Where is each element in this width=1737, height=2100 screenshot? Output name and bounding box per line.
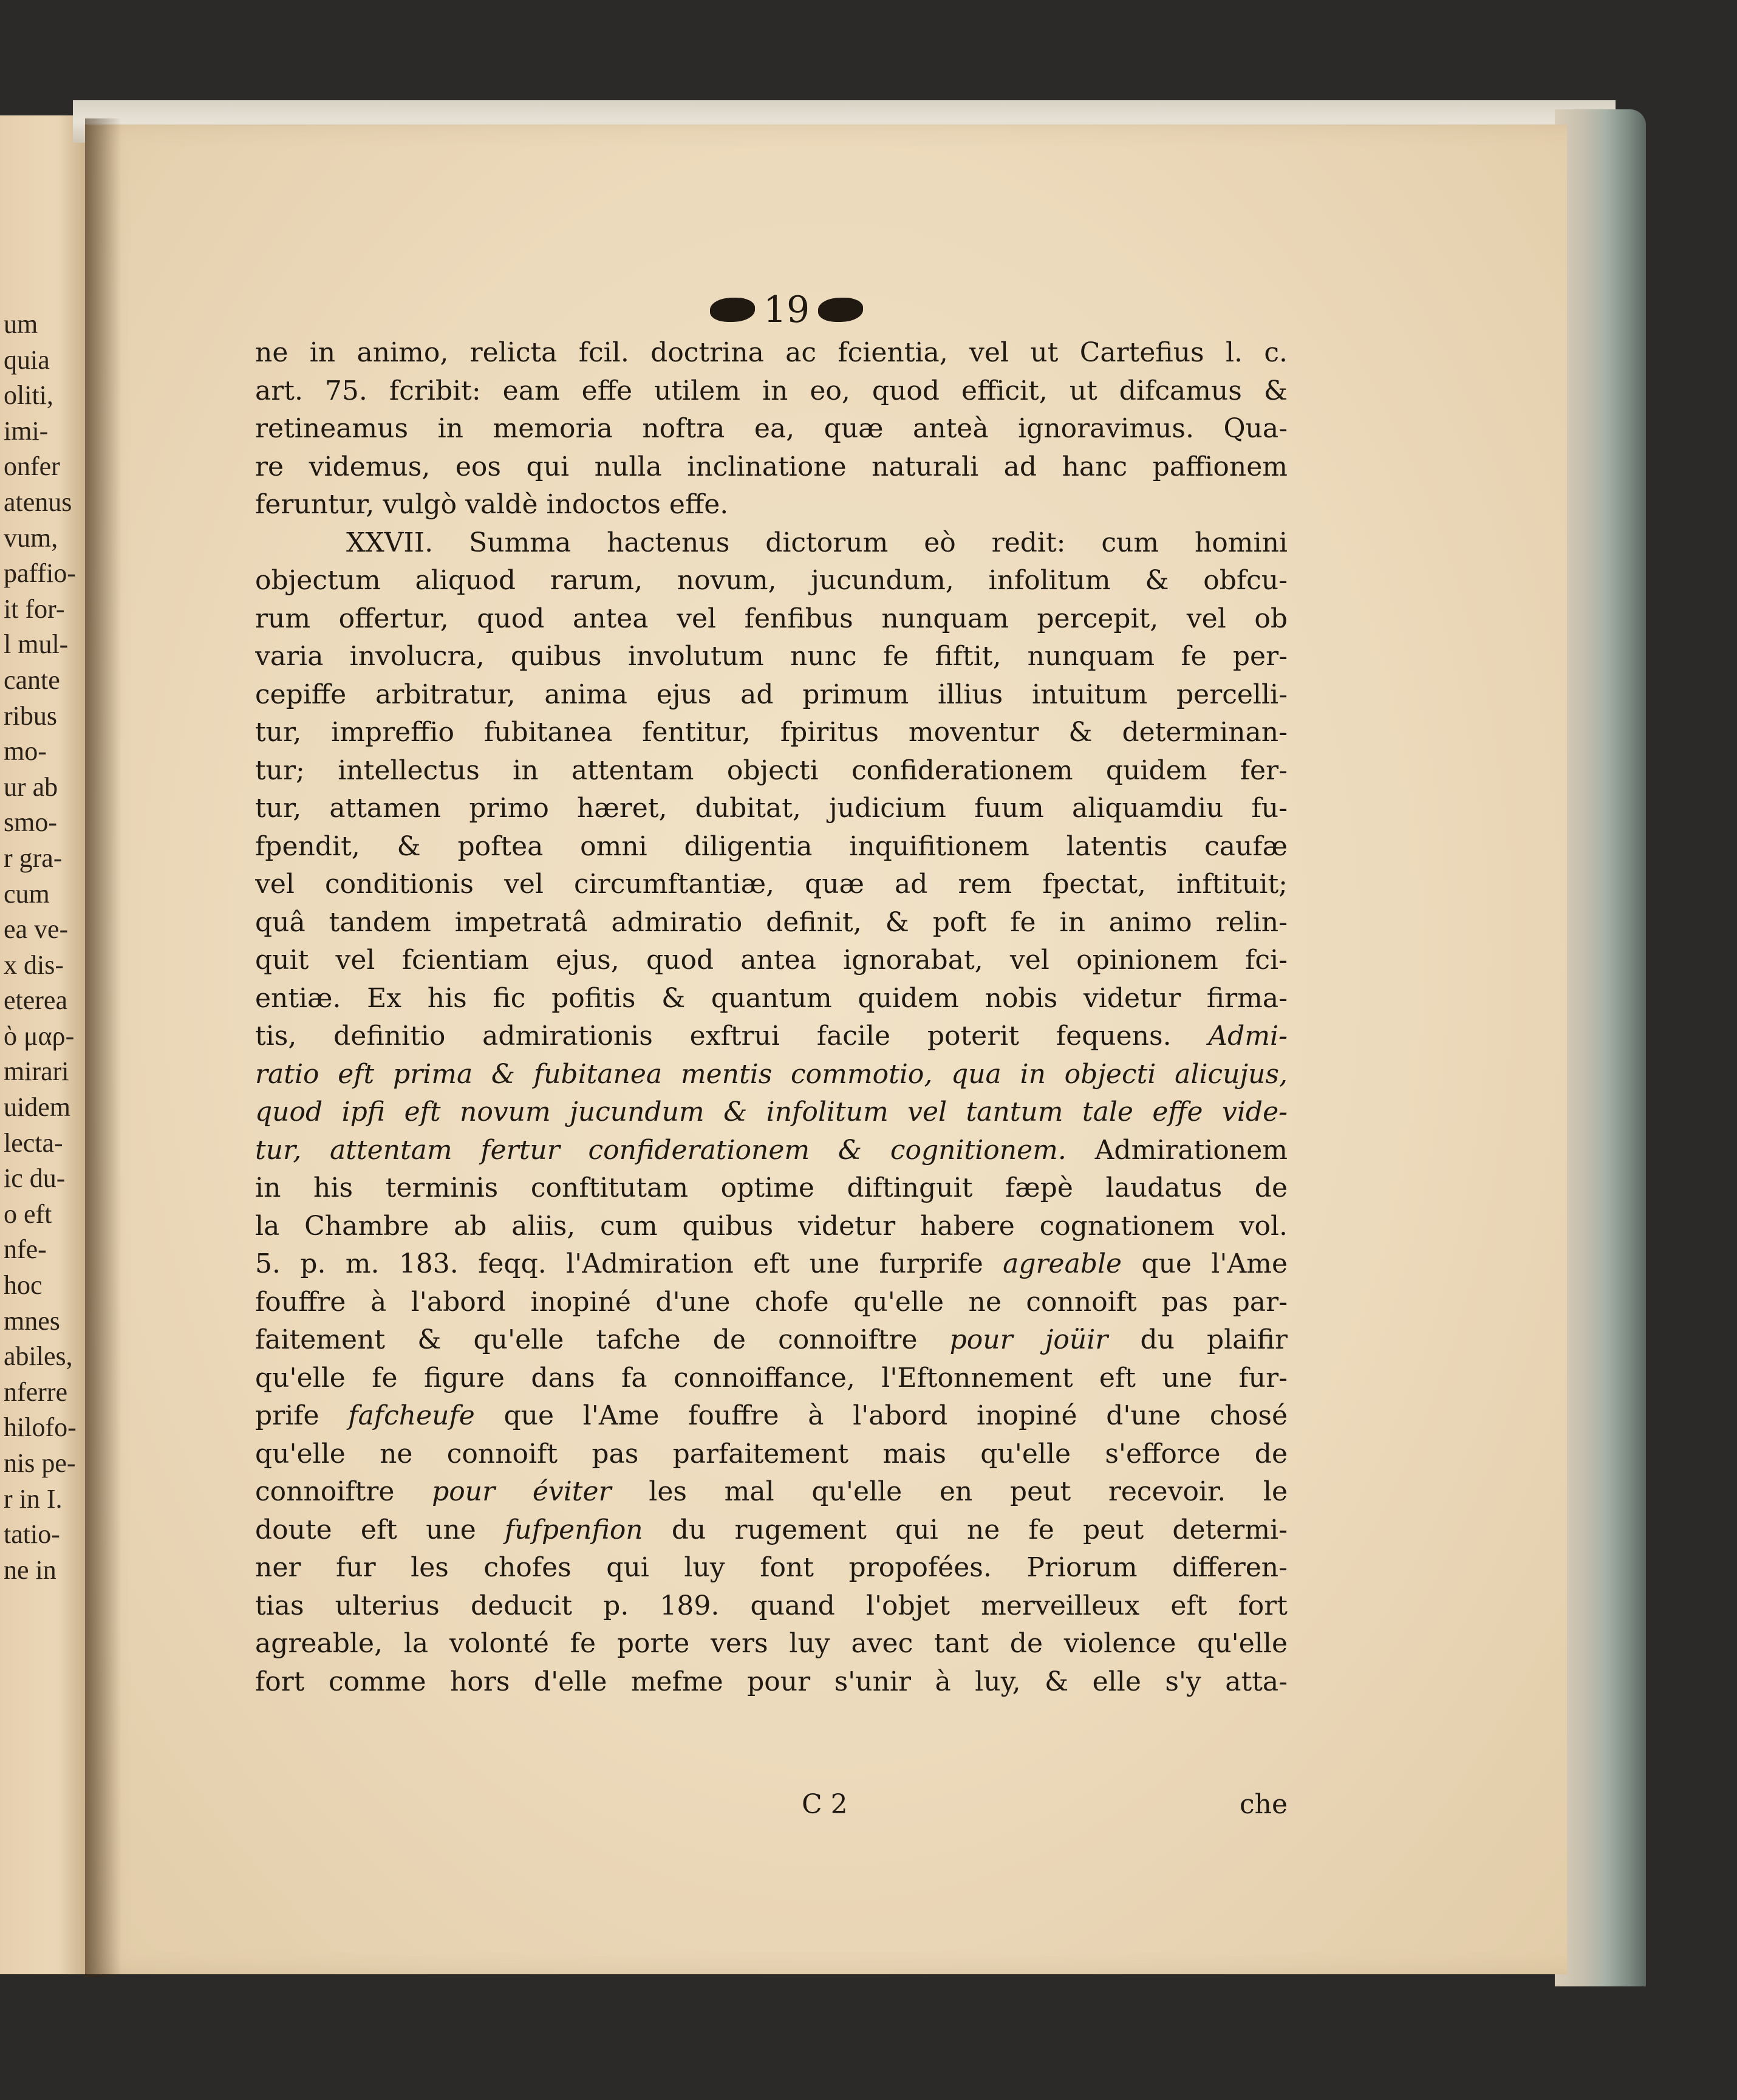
text-line bbox=[255, 1625, 1288, 1663]
text-run: agreable, la volonté fe porte vers luy avec tant de violence qu'elle bbox=[255, 1628, 1288, 1659]
left-fragment: ribus bbox=[4, 700, 57, 731]
ornament-left-icon bbox=[710, 298, 755, 322]
left-fragment: nfe- bbox=[4, 1234, 47, 1265]
gutter-shadow bbox=[85, 118, 121, 1977]
text-line bbox=[255, 638, 1288, 676]
text-run: XXVII. Summa hactenus dictorum eò redit: cum homini bbox=[346, 527, 1288, 558]
text-line bbox=[255, 980, 1288, 1018]
text-run: varia involucra, quibus involutum nunc fe fiftit, nunquam fe per- bbox=[255, 641, 1288, 672]
text-run: cepiffe arbitratur, anima ejus ad primum illius intuitum percelli- bbox=[255, 679, 1288, 710]
left-fragment: abiles, bbox=[4, 1341, 73, 1372]
left-fragment: oliti, bbox=[4, 380, 53, 411]
text-line bbox=[255, 448, 1288, 487]
left-fragment: ne in bbox=[4, 1554, 56, 1585]
text-run: quit vel fcientiam ejus, quod antea ignorabat, vel opinionem fci- bbox=[255, 945, 1288, 976]
page-header bbox=[659, 286, 914, 332]
left-fragment: o eft bbox=[4, 1199, 52, 1229]
left-fragment: uidem bbox=[4, 1092, 70, 1123]
text-run: du plaifir bbox=[1108, 1324, 1288, 1355]
left-fragment: hoc bbox=[4, 1270, 43, 1301]
left-fragment: it for- bbox=[4, 593, 65, 624]
text-line bbox=[255, 828, 1288, 866]
text-line bbox=[255, 486, 1288, 524]
italic-text: quod ipfi eft novum jucundum & infolitum vel tantum tale effe vide- bbox=[255, 1096, 1288, 1127]
left-fragment: mirari bbox=[4, 1056, 69, 1087]
left-fragment: r in I. bbox=[4, 1483, 63, 1514]
text-line bbox=[255, 600, 1288, 638]
italic-text: tur, attentam fertur confiderationem & cognitionem. bbox=[255, 1134, 1066, 1166]
text-run: que l'Ame bbox=[1122, 1248, 1288, 1279]
text-line bbox=[255, 1169, 1288, 1208]
left-fragment: hilofo- bbox=[4, 1412, 77, 1443]
text-run: tias ulterius deducit p. 189. quand l'objet merveilleux eft fort bbox=[255, 1590, 1288, 1621]
left-fragment: quia bbox=[4, 344, 50, 375]
left-fragment: eterea bbox=[4, 985, 67, 1016]
italic-text: fafcheufe bbox=[348, 1400, 475, 1431]
text-line bbox=[255, 1284, 1288, 1322]
text-line bbox=[255, 1587, 1288, 1626]
text-run: entiæ. Ex his fic pofitis & quantum quidem nobis videtur firma- bbox=[255, 982, 1288, 1014]
text-run: tur; intellectus in attentam objecti confiderationem quidem fer- bbox=[255, 754, 1288, 786]
text-line bbox=[255, 1018, 1288, 1056]
left-fragment: vum, bbox=[4, 522, 58, 553]
left-page-text-fragments bbox=[4, 307, 95, 1588]
ornament-right-icon bbox=[818, 298, 863, 322]
text-line bbox=[255, 524, 1288, 563]
left-fragment: nis pe- bbox=[4, 1448, 76, 1478]
italic-text: agreable bbox=[1003, 1248, 1122, 1279]
italic-text: Admi- bbox=[1208, 1021, 1288, 1052]
left-fragment: smo- bbox=[4, 807, 57, 838]
text-run: in his terminis conftitutam optime diftinguit fæpè laudatus de bbox=[255, 1172, 1288, 1203]
text-line bbox=[255, 942, 1288, 980]
left-fragment: paffio- bbox=[4, 558, 76, 589]
text-run: qu'elle fe figure dans fa connoiffance, l'Eftonnement eft une fur- bbox=[255, 1362, 1288, 1394]
text-run: ne in animo, relicta fcil. doctrina ac fcientia, vel ut Cartefius l. c. bbox=[255, 337, 1288, 368]
text-run: art. 75. fcribit: eam effe utilem in eo, quod efficit, ut difcamus & bbox=[255, 375, 1288, 406]
text-run: que l'Ame fouffre à l'abord inopiné d'une chosé bbox=[474, 1400, 1288, 1431]
text-run: tur, attamen primo hæret, dubitat, judicium fuum aliquamdiu fu- bbox=[255, 793, 1288, 824]
left-fragment: imi- bbox=[4, 416, 49, 446]
text-run: Admirationem bbox=[1066, 1134, 1288, 1166]
italic-text: ratio eft prima & fubitanea mentis commotio, qua in objecti alicujus, bbox=[255, 1058, 1288, 1090]
text-run: doute eft une bbox=[255, 1514, 505, 1545]
left-fragment: um bbox=[4, 309, 38, 339]
left-fragment: ic du- bbox=[4, 1163, 66, 1194]
text-line bbox=[255, 1549, 1288, 1587]
left-fragment: ea ve- bbox=[4, 914, 69, 945]
text-line bbox=[255, 1208, 1288, 1246]
text-line bbox=[255, 1473, 1288, 1511]
left-fragment: tatio- bbox=[4, 1519, 60, 1550]
body-text bbox=[255, 334, 1288, 1701]
text-line bbox=[255, 410, 1288, 448]
text-run: feruntur, vulgò valdè indoctos effe. bbox=[255, 489, 729, 520]
italic-text: pour joüir bbox=[949, 1324, 1108, 1355]
text-run: les mal qu'elle en peut recevoir. le bbox=[611, 1476, 1288, 1507]
text-line bbox=[255, 1056, 1288, 1094]
text-run: fort comme hors d'elle mefme pour s'unir à luy, & elle s'y atta- bbox=[255, 1666, 1288, 1697]
left-fragment: ὸ μαρ- bbox=[4, 1021, 75, 1051]
text-line bbox=[255, 1245, 1288, 1284]
page-number: 19 bbox=[763, 289, 810, 332]
text-run: rum offertur, quod antea vel fenfibus nunquam percepit, vel ob bbox=[255, 603, 1288, 634]
text-run: vel conditionis vel circumftantiæ, quæ ad rem fpectat, inftituit; bbox=[255, 869, 1288, 900]
text-line bbox=[255, 714, 1288, 752]
text-run: du rugement qui ne fe peut determi- bbox=[643, 1514, 1288, 1545]
italic-text: fufpenfion bbox=[505, 1514, 643, 1545]
catchword: che bbox=[1239, 1789, 1288, 1820]
text-line bbox=[255, 1360, 1288, 1398]
left-fragment: x dis- bbox=[4, 949, 64, 980]
text-line bbox=[255, 752, 1288, 790]
left-fragment: onfer bbox=[4, 451, 60, 482]
text-line bbox=[255, 1397, 1288, 1435]
text-run: ner fur les chofes qui luy font propofées. Priorum differen- bbox=[255, 1552, 1288, 1583]
text-line bbox=[255, 1132, 1288, 1170]
page-footer bbox=[255, 1786, 1288, 1824]
left-fragment: mo- bbox=[4, 736, 47, 767]
left-fragment: lecta- bbox=[4, 1127, 63, 1158]
left-fragment: mnes bbox=[4, 1305, 60, 1336]
text-line bbox=[255, 372, 1288, 411]
left-fragment: nferre bbox=[4, 1377, 68, 1407]
text-line bbox=[255, 334, 1288, 372]
text-run: prife bbox=[255, 1400, 349, 1431]
left-fragment: cum bbox=[4, 878, 50, 909]
left-fragment: ur ab bbox=[4, 771, 58, 802]
text-run: connoiftre bbox=[255, 1476, 432, 1507]
text-run: faitement & qu'elle tafche de connoiftre bbox=[255, 1324, 950, 1355]
text-run: objectum aliquod rarum, novum, jucundum, infolitum & obfcu- bbox=[255, 565, 1288, 596]
text-line bbox=[255, 904, 1288, 942]
text-line bbox=[255, 1435, 1288, 1474]
text-run: quâ tandem impetratâ admiratio definit, & poft fe in animo relin- bbox=[255, 906, 1288, 938]
text-line bbox=[255, 1093, 1288, 1132]
left-fragment: atenus bbox=[4, 487, 72, 517]
left-fragment: cante bbox=[4, 665, 60, 695]
text-line bbox=[255, 866, 1288, 904]
text-run: qu'elle ne connoift pas parfaitement mais qu'elle s'efforce de bbox=[255, 1438, 1288, 1469]
text-line bbox=[255, 1511, 1288, 1550]
text-run: tis, definitio admirationis exftrui facile poterit fequens. bbox=[255, 1021, 1209, 1052]
text-line bbox=[255, 562, 1288, 600]
text-run: fouffre à l'abord inopiné d'une chofe qu'elle ne connoift pas par- bbox=[255, 1286, 1288, 1318]
italic-text: pour éviter bbox=[432, 1476, 612, 1507]
text-line bbox=[255, 790, 1288, 828]
text-run: re videmus, eos qui nulla inclinatione naturali ad hanc paffionem bbox=[255, 451, 1288, 482]
text-run: tur, impreffio fubitanea fentitur, fpiritus moventur & determinan- bbox=[255, 717, 1288, 748]
book-cover-edge bbox=[1555, 109, 1646, 1986]
text-run: la Chambre ab aliis, cum quibus videtur habere cognationem vol. bbox=[255, 1210, 1288, 1242]
text-run: retineamus in memoria noftra ea, quæ anteà ignoravimus. Qua- bbox=[255, 413, 1288, 444]
left-fragment: r gra- bbox=[4, 843, 63, 873]
signature-mark: C 2 bbox=[802, 1789, 848, 1820]
left-fragment: l mul- bbox=[4, 629, 69, 660]
text-run: fpendit, & poftea omni diligentia inquifitionem latentis caufæ bbox=[255, 830, 1288, 862]
text-run: 5. p. m. 183. feqq. l'Admiration eft une furprife bbox=[255, 1248, 1003, 1279]
text-line bbox=[255, 676, 1288, 714]
text-line bbox=[255, 1321, 1288, 1360]
text-line bbox=[255, 1663, 1288, 1702]
